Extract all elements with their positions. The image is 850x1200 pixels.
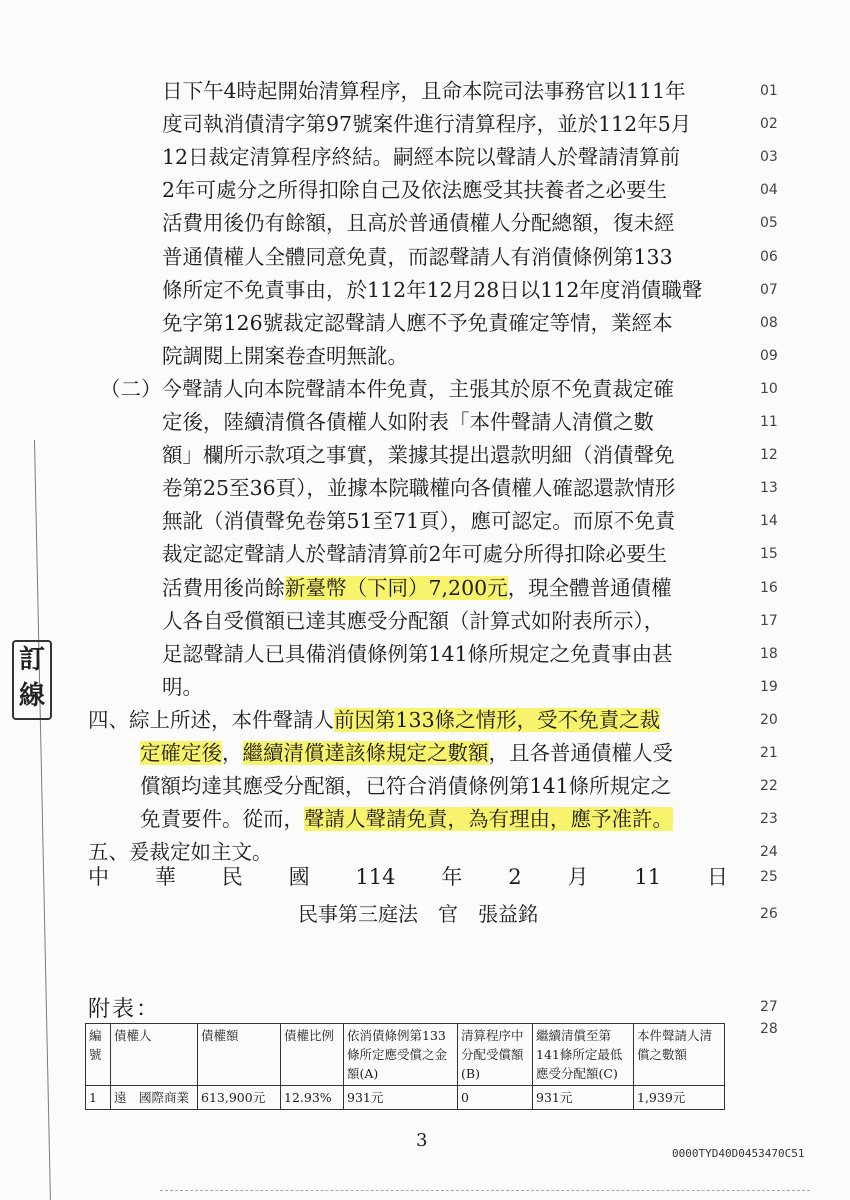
body-line: [162, 306, 673, 340]
table-row: [86, 1086, 725, 1110]
line-text: 條所定不免責事由，於112年12月28日以112年度消債職聲: [162, 278, 703, 302]
line-text: 定後，陸續清償各債權人如附表「本件聲請人清償之數: [162, 410, 654, 434]
line-number: 04: [760, 182, 778, 198]
cell-claim-ratio: 12.93%: [281, 1086, 344, 1110]
line-number: 16: [760, 580, 778, 596]
date-part: 華: [154, 865, 176, 889]
date-day: 11: [634, 865, 662, 889]
body-line: [140, 769, 671, 803]
body-line: [162, 173, 667, 207]
body-line: [140, 802, 673, 836]
line-number: 03: [760, 149, 778, 165]
body-line: [162, 670, 203, 704]
line-text: 足認聲請人已具備消債條例第141條所規定之免責事由甚: [162, 642, 673, 666]
body-line: [100, 372, 674, 406]
body-line: [162, 240, 673, 274]
cell-repaid: 1,939元: [634, 1086, 725, 1110]
date-part: 國: [288, 865, 310, 889]
col-header-number: 編號: [86, 1024, 111, 1086]
line-text: 普通債權人全體同意免責，而認聲請人有消債條例第133: [162, 245, 673, 269]
line-text: 五、爰裁定如主文。: [88, 840, 273, 864]
line-number: 13: [760, 480, 778, 496]
line-number: 08: [760, 315, 778, 331]
line-text: 活費用後尚餘: [162, 576, 285, 600]
line-number: 26: [760, 906, 778, 922]
date-part: 日: [706, 865, 728, 889]
page-number: 3: [416, 1130, 428, 1151]
cell-amount-a: 931元: [344, 1086, 458, 1110]
line-number: 19: [760, 679, 778, 695]
body-line: [162, 571, 672, 605]
line-number: 07: [760, 282, 778, 298]
table-header-row: [86, 1024, 725, 1086]
line-number: 25: [760, 869, 778, 885]
line-number: 22: [760, 778, 778, 794]
body-line: [88, 703, 660, 737]
judge-signature: 民事第三庭法 官 張益銘: [298, 902, 538, 926]
body-line: [162, 339, 408, 373]
bottom-scan-line: [160, 1190, 810, 1192]
binding-margin-line: [34, 440, 51, 1200]
line-text: 額」欄所示款項之事實，業據其提出還款明細（消債聲免: [162, 443, 675, 467]
body-line: [162, 140, 680, 174]
line-text: 免字第126號裁定認聲請人應不予免責確定等情，業經本: [162, 311, 673, 335]
line-text: 日下午4時起開始清算程序，且命本院司法事務官以111年: [162, 79, 686, 103]
col-header-claim-amount: 債權額: [198, 1024, 281, 1086]
line-number: 18: [760, 646, 778, 662]
date-part: 年: [441, 865, 463, 889]
line-number: 21: [760, 745, 778, 761]
appendix-title: 附表：: [88, 997, 161, 1022]
line-text: 裁定認定聲請人於聲請清算前2年可處分所得扣除必要生: [162, 542, 668, 566]
line-text: 卷第25至36頁），並據本院職權向各債權人確認還款情形: [162, 476, 676, 500]
body-line: [162, 273, 702, 307]
line-number: 10: [760, 381, 778, 397]
line-number: 20: [760, 712, 778, 728]
line-text: ，現全體普通債權: [507, 576, 672, 600]
seal-char-2: 線: [18, 681, 45, 711]
line-number: 11: [760, 414, 778, 430]
col-header-amount-c: 繼續清償至第141條所定最低應受分配額(C): [533, 1024, 634, 1086]
line-text: 無訛（消債聲免卷第51至71頁），應可認定。而原不免責: [162, 509, 676, 533]
line-text: 2年可處分之所得扣除自己及依法應受其扶養者之必要生: [162, 178, 668, 202]
cell-amount-b: 0: [458, 1086, 533, 1110]
body-line: [162, 107, 691, 141]
line-number: 01: [760, 83, 778, 99]
appendix-table: [85, 1023, 725, 1110]
highlighted-text: 新臺幣（下同）7,200元: [285, 576, 508, 600]
col-header-amount-b: 清算程序中分配受償額(B): [458, 1024, 533, 1086]
body-line: [162, 471, 675, 505]
line-number: 23: [760, 811, 778, 827]
body-line: [162, 206, 675, 240]
body-line: [162, 504, 675, 538]
line-text: ，: [222, 741, 243, 765]
highlighted-text: 前因第133條之情形，受不免責之裁: [334, 708, 661, 732]
body-line: [162, 405, 654, 439]
line-text: 度司執消債清字第97號案件進行清算程序，並於112年5月: [162, 112, 692, 136]
date-part: 中: [88, 865, 109, 889]
cell-amount-c: 931元: [533, 1086, 634, 1110]
cell-number: 1: [86, 1086, 111, 1110]
col-header-claim-ratio: 債權比例: [281, 1024, 344, 1086]
col-header-creditor: 債權人: [111, 1024, 198, 1086]
line-text: 活費用後仍有餘額，且高於普通債權人分配總額，復未經: [162, 211, 675, 235]
line-text: 12日裁定清算程序終結。嗣經本院以聲請人於聲請清算前: [162, 145, 681, 169]
line-text: 償額均達其應受分配額，已符合消債條例第141條所規定之: [140, 774, 672, 798]
line-text: 免責要件。從而，: [140, 807, 304, 831]
line-number: 09: [760, 348, 778, 364]
line-number: 28: [760, 1021, 778, 1037]
body-line: [162, 438, 675, 472]
line-number: 12: [760, 447, 778, 463]
col-header-repaid: 本件聲請人清償之數額: [634, 1024, 725, 1086]
date-year: 114: [355, 865, 396, 889]
body-line: [162, 637, 673, 671]
highlighted-text: 定確定後: [140, 741, 222, 765]
line-number: 06: [760, 249, 778, 265]
line-number: 24: [760, 844, 778, 860]
highlighted-text: 聲請人聲請免責，為有理由，應予准許。: [304, 807, 673, 831]
highlighted-text: 繼續清償達該條規定之數額: [242, 741, 489, 765]
cell-creditor: 遠 國際商業: [111, 1086, 198, 1110]
line-text: （二）今聲請人向本院聲請本件免責，主張其於原不免責裁定確: [100, 377, 674, 401]
line-text: 人各自受償額已達其應受分配額（計算式如附表所示），: [162, 609, 665, 633]
body-line: [162, 537, 667, 571]
line-number: 17: [760, 613, 778, 629]
line-number: 27: [760, 999, 778, 1015]
body-line: [162, 74, 686, 108]
seal-char-1: 訂: [18, 645, 45, 675]
line-number: 02: [760, 116, 778, 132]
line-text: 明。: [162, 675, 203, 699]
body-line: [140, 736, 673, 770]
line-text: ，且各普通債權人受: [488, 741, 673, 765]
date-part: 民: [221, 865, 243, 889]
ruling-date: [88, 860, 728, 894]
line-number: 05: [760, 215, 778, 231]
line-text: 四、綜上所述，本件聲請人: [88, 708, 334, 732]
body-line: [162, 604, 664, 638]
line-number: 15: [760, 546, 778, 562]
line-text: 院調閱上開案卷查明無訛。: [162, 344, 408, 368]
col-header-amount-a: 依消債條例第133條所定應受償之金額(A): [344, 1024, 458, 1086]
line-number: 14: [760, 513, 778, 529]
document-id: 0000TYD40D0453470C51: [672, 1147, 805, 1160]
date-month: 2: [508, 865, 522, 889]
cell-claim-amount: 613,900元: [198, 1086, 281, 1110]
date-part: 月: [567, 865, 589, 889]
binding-seal: [12, 640, 52, 720]
